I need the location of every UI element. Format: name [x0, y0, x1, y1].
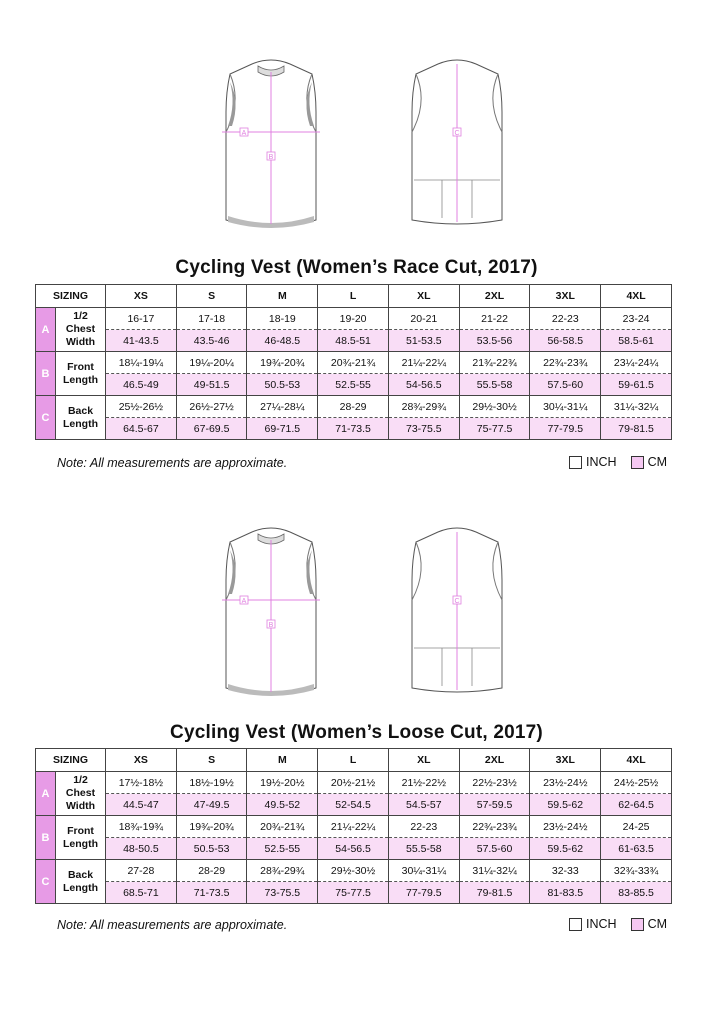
unit-legend	[569, 455, 667, 469]
cell: 52.5-55	[318, 374, 389, 396]
cm-legend-label: CM	[647, 455, 668, 469]
cell: 20¾-21¾	[318, 352, 389, 374]
cell: 47-49.5	[176, 794, 247, 816]
label-line: 1/2	[73, 774, 88, 786]
label-line: Length	[63, 417, 98, 430]
cell: 32¾-33¾	[601, 860, 672, 882]
vest-figures	[0, 0, 713, 255]
cell: 73-75.5	[247, 882, 318, 904]
vest-back-illustration	[398, 52, 516, 232]
cell: 23½-24½	[530, 772, 601, 794]
row-label-back-length	[56, 396, 106, 440]
cell: 77-79.5	[388, 882, 459, 904]
figure-label-a: A	[241, 130, 247, 137]
cell: 21¼-22¼	[388, 352, 459, 374]
label-line: Chest	[65, 323, 96, 335]
row-label-back-length	[56, 860, 106, 904]
cell: 51-53.5	[388, 330, 459, 352]
cell: 19-20	[318, 308, 389, 330]
cell: 23-24	[601, 308, 672, 330]
cell: 49.5-52	[247, 794, 318, 816]
cell: 18¾-19¾	[106, 816, 177, 838]
cell: 58.5-61	[601, 330, 672, 352]
measurement-note: Note: All measurements are approximate.	[57, 456, 288, 470]
row-letter-c: C	[36, 860, 56, 904]
cell: 22-23	[388, 816, 459, 838]
cell: 52-54.5	[318, 794, 389, 816]
cell: 22¾-23¾	[530, 352, 601, 374]
row-label-chest-width	[56, 308, 106, 352]
cell: 53.5-56	[459, 330, 530, 352]
label-line: Back	[67, 868, 94, 881]
header-m: M	[247, 285, 318, 308]
table-row-c-cm	[36, 882, 672, 904]
table-row-b-cm	[36, 374, 672, 396]
cell: 21-22	[459, 308, 530, 330]
cell: 55.5-58	[459, 374, 530, 396]
header-2xl: 2XL	[459, 285, 530, 308]
header-xl: XL	[388, 285, 459, 308]
cell: 68.5-71	[106, 882, 177, 904]
cell: 49-51.5	[176, 374, 247, 396]
cell: 19¾-20¾	[247, 352, 318, 374]
figure-label-b: B	[268, 154, 274, 161]
cell: 73-75.5	[388, 418, 459, 440]
row-label-front-length	[56, 816, 106, 860]
header-row	[36, 749, 672, 772]
chart-title: Cycling Vest (Women’s Race Cut, 2017)	[175, 257, 538, 278]
cell: 20½-21½	[318, 772, 389, 794]
cell: 81-83.5	[530, 882, 601, 904]
header-3xl: 3XL	[530, 285, 601, 308]
label-line: Length	[63, 837, 98, 850]
cell: 71-73.5	[318, 418, 389, 440]
cell: 17½-18½	[106, 772, 177, 794]
label-line: Width	[65, 336, 96, 348]
cell: 46-48.5	[247, 330, 318, 352]
table-row-b-inch	[36, 352, 672, 374]
cell: 48.5-51	[318, 330, 389, 352]
header-m: M	[247, 749, 318, 772]
cell: 57.5-60	[530, 374, 601, 396]
cell: 28¾-29¾	[388, 396, 459, 418]
header-xs: XS	[106, 749, 177, 772]
chart-title: Cycling Vest (Women’s Loose Cut, 2017)	[170, 722, 543, 743]
table-row-a-inch	[36, 772, 672, 794]
label-line: Back	[67, 404, 94, 417]
row-letter-b: B	[36, 352, 56, 396]
inch-legend-label: INCH	[586, 917, 617, 931]
figure-label-a: A	[241, 598, 247, 605]
cell: 20¾-21¾	[247, 816, 318, 838]
cell: 30¼-31¼	[530, 396, 601, 418]
row-label-front-length	[56, 352, 106, 396]
figure-label-b: B	[268, 622, 274, 629]
label-line: Length	[63, 373, 98, 386]
cell: 21¼-22¼	[318, 816, 389, 838]
race-cut-section	[0, 0, 713, 470]
cell: 23½-24½	[530, 816, 601, 838]
cell: 27-28	[106, 860, 177, 882]
header-3xl: 3XL	[530, 749, 601, 772]
table-row-a-cm	[36, 330, 672, 352]
unit-legend	[569, 917, 667, 931]
cell: 25½-26½	[106, 396, 177, 418]
cell: 59.5-62	[530, 838, 601, 860]
cell: 29½-30½	[318, 860, 389, 882]
cell: 44.5-47	[106, 794, 177, 816]
cm-swatch	[631, 456, 644, 469]
size-table	[35, 284, 672, 440]
cell: 64.5-67	[106, 418, 177, 440]
header-4xl: 4XL	[601, 749, 672, 772]
cm-swatch	[631, 918, 644, 931]
cell: 43.5-46	[176, 330, 247, 352]
header-2xl: 2XL	[459, 749, 530, 772]
table-row-b-cm	[36, 838, 672, 860]
table-row-a-cm	[36, 794, 672, 816]
cell: 79-81.5	[601, 418, 672, 440]
header-4xl: 4XL	[601, 285, 672, 308]
cell: 24½-25½	[601, 772, 672, 794]
row-letter-a: A	[36, 308, 56, 352]
vest-front-illustration	[212, 520, 330, 700]
cell: 75-77.5	[318, 882, 389, 904]
cell: 54.5-57	[388, 794, 459, 816]
row-letter-b: B	[36, 816, 56, 860]
vest-back-illustration	[398, 520, 516, 700]
cell: 50.5-53	[176, 838, 247, 860]
size-table	[35, 748, 672, 904]
table-row-a-inch	[36, 308, 672, 330]
cell: 56-58.5	[530, 330, 601, 352]
table-row-c-inch	[36, 860, 672, 882]
table-row-c-inch	[36, 396, 672, 418]
cell: 22½-23½	[459, 772, 530, 794]
cell: 28¾-29¾	[247, 860, 318, 882]
cell: 24-25	[601, 816, 672, 838]
vest-front-illustration	[212, 52, 330, 232]
cell: 19¼-20¼	[176, 352, 247, 374]
inch-legend-label: INCH	[586, 455, 617, 469]
cell: 22-23	[530, 308, 601, 330]
cell: 75-77.5	[459, 418, 530, 440]
figure-label-c: C	[454, 598, 460, 605]
cell: 18½-19½	[176, 772, 247, 794]
cell: 79-81.5	[459, 882, 530, 904]
table-row-c-cm	[36, 418, 672, 440]
cell: 48-50.5	[106, 838, 177, 860]
label-line: Width	[65, 800, 96, 812]
row-letter-a: A	[36, 772, 56, 816]
cell: 27¼-28¼	[247, 396, 318, 418]
label-line: 1/2	[73, 310, 88, 322]
cell: 18¼-19¼	[106, 352, 177, 374]
cell: 41-43.5	[106, 330, 177, 352]
cell: 52.5-55	[247, 838, 318, 860]
cell: 67-69.5	[176, 418, 247, 440]
header-l: L	[318, 749, 389, 772]
cm-legend-label: CM	[647, 917, 668, 931]
cell: 32-33	[530, 860, 601, 882]
inch-swatch	[569, 456, 582, 469]
cell: 54-56.5	[388, 374, 459, 396]
cell: 31¼-32¼	[459, 860, 530, 882]
figure-label-c: C	[454, 130, 460, 137]
header-sizing: SIZING	[36, 749, 106, 772]
row-label-chest-width	[56, 772, 106, 816]
cell: 29½-30½	[459, 396, 530, 418]
inch-swatch	[569, 918, 582, 931]
loose-cut-section	[0, 468, 713, 932]
table-row-b-inch	[36, 816, 672, 838]
cell: 16-17	[106, 308, 177, 330]
cell: 55.5-58	[388, 838, 459, 860]
cell: 28-29	[176, 860, 247, 882]
header-row	[36, 285, 672, 308]
label-line: Front	[67, 824, 94, 837]
cell: 77-79.5	[530, 418, 601, 440]
cell: 59.5-62	[530, 794, 601, 816]
cell: 18-19	[247, 308, 318, 330]
cell: 71-73.5	[176, 882, 247, 904]
cell: 57.5-60	[459, 838, 530, 860]
header-xs: XS	[106, 285, 177, 308]
cell: 22¾-23¾	[459, 816, 530, 838]
cell: 50.5-53	[247, 374, 318, 396]
measurement-note: Note: All measurements are approximate.	[57, 918, 288, 932]
cell: 20-21	[388, 308, 459, 330]
cell: 28-29	[318, 396, 389, 418]
vest-figures	[0, 468, 713, 723]
label-line: Length	[63, 881, 98, 894]
header-s: S	[176, 285, 247, 308]
cell: 69-71.5	[247, 418, 318, 440]
cell: 19½-20½	[247, 772, 318, 794]
cell: 54-56.5	[318, 838, 389, 860]
cell: 59-61.5	[601, 374, 672, 396]
row-letter-c: C	[36, 396, 56, 440]
label-line: Front	[67, 360, 94, 373]
cell: 21¾-22¾	[459, 352, 530, 374]
cell: 57-59.5	[459, 794, 530, 816]
cell: 62-64.5	[601, 794, 672, 816]
cell: 21½-22½	[388, 772, 459, 794]
cell: 17-18	[176, 308, 247, 330]
cell: 30¼-31¼	[388, 860, 459, 882]
cell: 61-63.5	[601, 838, 672, 860]
header-sizing: SIZING	[36, 285, 106, 308]
label-line: Chest	[65, 787, 96, 799]
header-s: S	[176, 749, 247, 772]
cell: 46.5-49	[106, 374, 177, 396]
header-l: L	[318, 285, 389, 308]
header-xl: XL	[388, 749, 459, 772]
cell: 19¾-20¾	[176, 816, 247, 838]
cell: 26½-27½	[176, 396, 247, 418]
cell: 83-85.5	[601, 882, 672, 904]
cell: 23¼-24¼	[601, 352, 672, 374]
cell: 31¼-32¼	[601, 396, 672, 418]
